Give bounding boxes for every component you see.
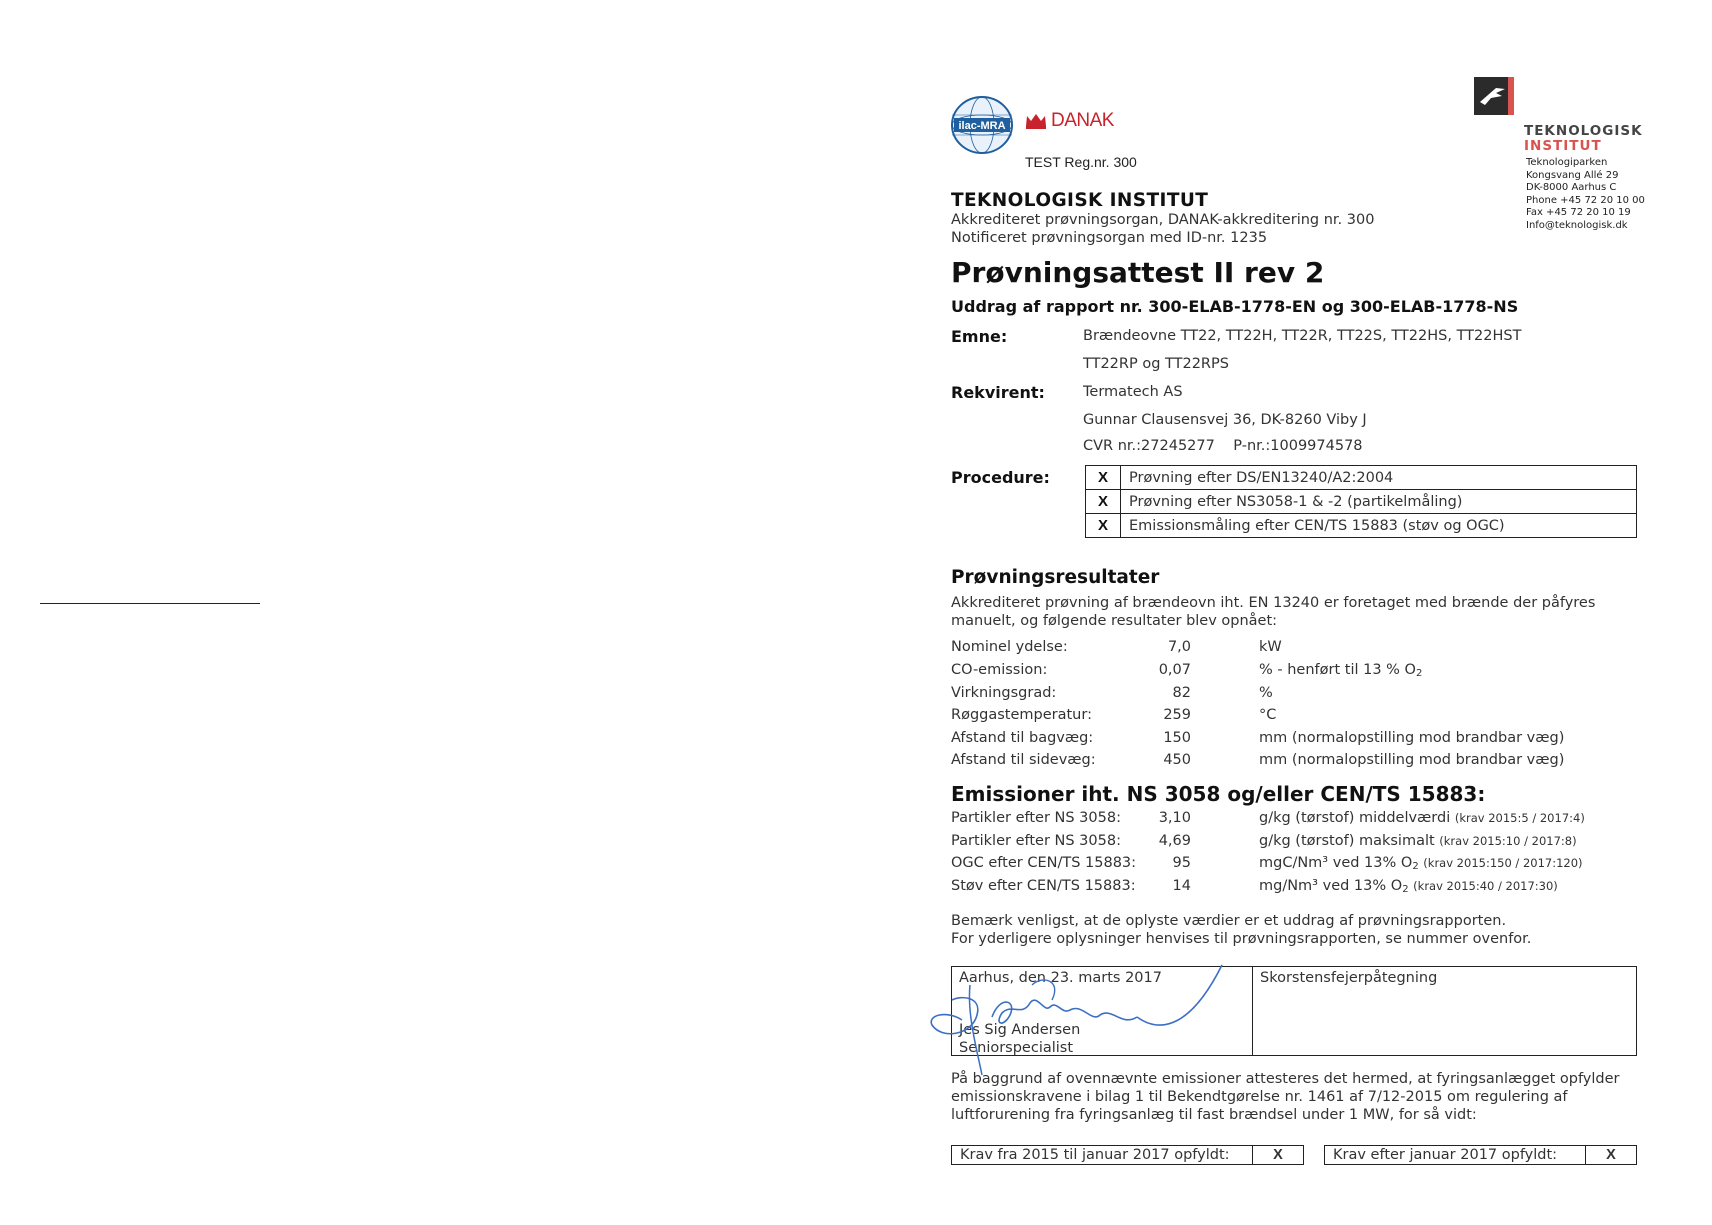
emission-requirement: (krav 2015:10 / 2017:8): [1439, 834, 1577, 848]
address-line: Fax +45 72 20 10 19: [1526, 207, 1631, 219]
address-line: Kongsvang Allé 29: [1526, 169, 1619, 181]
ti-logo-line-2: INSTITUT: [1524, 138, 1602, 154]
organization-name: TEKNOLOGISK INSTITUT: [951, 190, 1209, 211]
procedure-text: Prøvning efter NS3058-1 & -2 (partikelmåling): [1121, 490, 1637, 514]
document-title: Prøvningsattest II rev 2: [951, 256, 1325, 289]
subject-line: Brændeovne TT22, TT22H, TT22R, TT22S, TT22HS, TT22HST: [1083, 328, 1522, 344]
emission-unit: [1259, 855, 1583, 872]
emission-value: 4,69: [1158, 833, 1191, 849]
emission-value: 95: [1172, 855, 1191, 871]
subscript: 2: [1402, 884, 1409, 895]
emission-unit-text: mgC/Nm³ ved 13% O: [1259, 855, 1413, 871]
emissions-heading: Emissioner iht. NS 3058 og/eller CEN/TS 15883:: [951, 782, 1486, 806]
address-line: Info@teknologisk.dk: [1526, 219, 1628, 231]
emission-row: [951, 810, 1651, 832]
emission-unit-text: g/kg (tørstof) maksimalt: [1259, 833, 1440, 849]
emission-value: 3,10: [1158, 810, 1191, 826]
result-value: 82: [1172, 685, 1191, 701]
requester-cvr: CVR nr.:27245277: [1083, 438, 1215, 454]
result-row: [951, 662, 1651, 684]
results-intro: Akkrediteret prøvning af brændeovn iht. EN 13240 er foretaget med brænde der påfyres manuelt, og følgende resultater blev opnået:: [951, 595, 1596, 629]
address-line: Phone +45 72 20 10 00: [1526, 194, 1645, 206]
emission-label: Partikler efter NS 3058:: [951, 810, 1121, 826]
chimney-sweep-label: Skorstensfejerpåtegning: [1260, 970, 1438, 986]
result-label: Virkningsgrad:: [951, 685, 1057, 701]
notified-line: Notificeret prøvningsorgan med ID-nr. 1235: [951, 230, 1268, 246]
result-unit: kW: [1259, 639, 1282, 655]
result-row: [951, 707, 1651, 729]
emission-value: 14: [1172, 878, 1191, 894]
result-label: Afstand til sidevæg:: [951, 752, 1096, 768]
result-unit: mm (normalopstilling mod brandbar væg): [1259, 730, 1565, 746]
ti-logo-line-1: TEKNOLOGISK: [1524, 123, 1643, 139]
result-unit-text: % - henført til 13 % O: [1259, 662, 1416, 678]
emission-requirement: (krav 2015:40 / 2017:30): [1413, 879, 1558, 893]
emission-unit: [1259, 878, 1558, 895]
result-row: [951, 752, 1651, 774]
place-date: Aarhus, den 23. marts 2017: [959, 970, 1162, 986]
requester-ids: [1083, 438, 1363, 454]
result-unit: [1259, 662, 1422, 679]
table-row: [1086, 490, 1637, 514]
conclusion: På baggrund af ovennævnte emissioner attesteres det hermed, at fyringsanlægget opfylder emissionskravene i bilag 1 til Bekendtgørelse nr. 1461 af 7/12-2015 om regulering af luftforurening fra fyringsanlæg til fast brændsel under 1 MW, for så vidt:: [951, 1071, 1620, 1123]
fulfilment-box-2017: [1324, 1145, 1637, 1165]
emission-unit-text: g/kg (tørstof) middelværdi: [1259, 810, 1455, 826]
result-value: 0,07: [1158, 662, 1191, 678]
signer-name: Jes Sig Andersen: [959, 1022, 1081, 1038]
address-line: Teknologiparken: [1526, 157, 1608, 168]
teknologisk-logo-icon: [1474, 77, 1514, 115]
note-line: For yderligere oplysninger henvises til prøvningsrapporten, se nummer ovenfor.: [951, 931, 1532, 947]
fulfilment-label: Krav fra 2015 til januar 2017 opfyldt:: [960, 1147, 1230, 1163]
result-unit: °C: [1259, 707, 1277, 723]
requester-label: Rekvirent:: [951, 383, 1045, 402]
accreditation-line: Akkrediteret prøvningsorgan, DANAK-akkreditering nr. 300: [951, 212, 1375, 228]
result-row: [951, 730, 1651, 752]
subject-label: Emne:: [951, 327, 1008, 346]
address-line: DK-8000 Aarhus C: [1526, 182, 1617, 194]
emission-unit: [1259, 833, 1577, 850]
report-extract: Uddrag af rapport nr. 300-ELAB-1778-EN og 300-ELAB-1778-NS: [951, 297, 1519, 316]
fulfilment-mark: X: [1252, 1146, 1303, 1164]
danak-logo-text: DANAK: [1051, 110, 1114, 131]
emission-unit: [1259, 810, 1585, 827]
procedure-mark: X: [1086, 514, 1121, 538]
procedure-mark: X: [1086, 466, 1121, 490]
crown-icon: [1024, 112, 1048, 130]
emission-label: Støv efter CEN/TS 15883:: [951, 878, 1136, 894]
result-label: CO-emission:: [951, 662, 1048, 678]
teknologisk-logo-text: [1524, 124, 1643, 154]
requester-name: Termatech AS: [1083, 384, 1183, 400]
fulfilment-label: Krav efter januar 2017 opfyldt:: [1333, 1147, 1558, 1163]
notes: [951, 912, 1651, 948]
emission-requirement: (krav 2015:5 / 2017:4): [1454, 811, 1585, 825]
subscript: 2: [1412, 861, 1419, 872]
emission-label: Partikler efter NS 3058:: [951, 833, 1121, 849]
result-value: 7,0: [1167, 639, 1191, 655]
test-registration: TEST Reg.nr. 300: [1025, 154, 1137, 170]
result-row: [951, 685, 1651, 707]
result-value: 150: [1163, 730, 1191, 746]
requester-pnr: P-nr.:1009974578: [1233, 438, 1363, 454]
emission-label: OGC efter CEN/TS 15883:: [951, 855, 1137, 871]
ilac-mra-logo-icon: [950, 95, 1014, 155]
requester-address: Gunnar Clausensvej 36, DK-8260 Viby J: [1083, 412, 1367, 428]
note-line: Bemærk venligst, at de oplyste værdier er et uddrag af prøvningsrapporten.: [951, 913, 1507, 929]
handwritten-signature-icon: [922, 955, 1262, 1085]
emission-requirement: (krav 2015:150 / 2017:120): [1423, 856, 1583, 870]
result-unit: %: [1259, 685, 1273, 701]
procedure-mark: X: [1086, 490, 1121, 514]
result-value: 450: [1163, 752, 1191, 768]
emission-row: [951, 878, 1651, 900]
subscript: 2: [1415, 668, 1423, 679]
fulfilment-mark: X: [1585, 1146, 1636, 1164]
ilac-logo-text: ilac-MRA: [958, 120, 1006, 132]
result-label: Røggastemperatur:: [951, 707, 1092, 723]
result-label: Nominel ydelse:: [951, 639, 1068, 655]
procedure-text: Emissionsmåling efter CEN/TS 15883 (støv og OGC): [1121, 514, 1637, 538]
emission-row: [951, 833, 1651, 855]
ti-address-block: [1526, 157, 1645, 233]
procedure-label: Procedure:: [951, 468, 1050, 487]
danak-logo: [1024, 110, 1114, 132]
procedure-text: Prøvning efter DS/EN13240/A2:2004: [1121, 466, 1637, 490]
subject-line: TT22RP og TT22RPS: [1083, 356, 1229, 372]
left-page-rule: [40, 603, 260, 604]
result-row: [951, 639, 1651, 661]
emission-unit-text: mg/Nm³ ved 13% O: [1259, 878, 1403, 894]
emission-row: [951, 855, 1651, 877]
table-row: [1086, 514, 1637, 538]
signer-title: Seniorspecialist: [959, 1040, 1074, 1056]
fulfilment-box-2015: [951, 1145, 1304, 1165]
result-label: Afstand til bagvæg:: [951, 730, 1094, 746]
results-heading: Prøvningsresultater: [951, 567, 1160, 588]
result-unit: mm (normalopstilling mod brandbar væg): [1259, 752, 1565, 768]
result-value: 259: [1163, 707, 1191, 723]
procedure-table: [1085, 465, 1637, 538]
table-row: [1086, 466, 1637, 490]
